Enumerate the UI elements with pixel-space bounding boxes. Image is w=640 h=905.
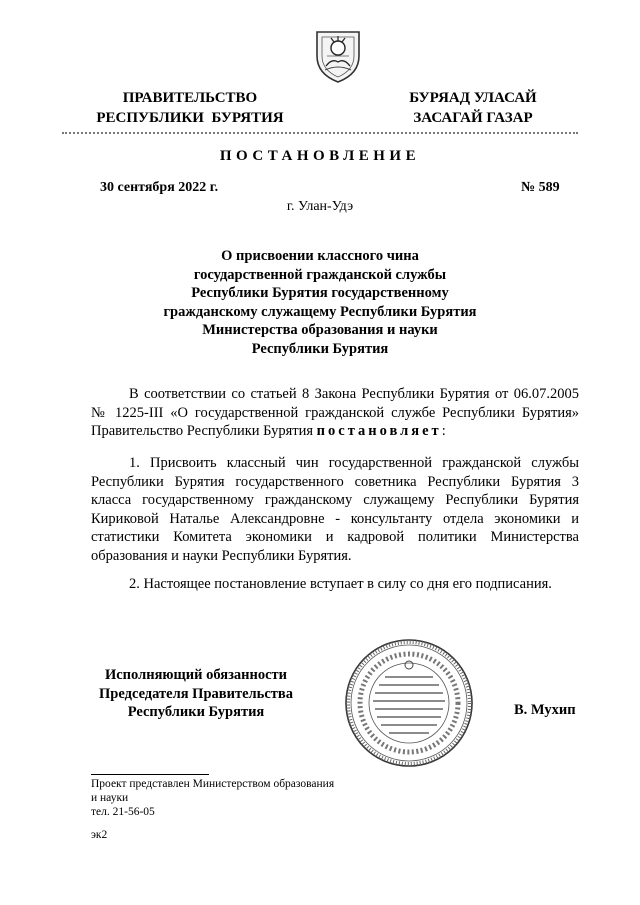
document-type: ПОСТАНОВЛЕНИЕ bbox=[219, 148, 421, 164]
clause-1 bbox=[91, 454, 579, 566]
signatory-name: В. Мухип bbox=[514, 702, 576, 718]
decree-word: постановляет bbox=[316, 423, 442, 440]
prepared-by-line1: Проект представлен Министерством образования bbox=[91, 778, 335, 790]
preamble-text: В соответствии со статьей 8 Закона Республики Бурятия от 06.07.2005 № 1225-III «О государственной гражданской службе Республики Бурятия» Правительство Республики Бурятия bbox=[91, 386, 579, 440]
title-line: Республики Бурятия bbox=[251, 340, 389, 357]
title-line: Министерства образования и науки bbox=[202, 322, 438, 339]
clause-1-text: 1. Присвоить классный чин государственной гражданской службы Республики Бурятия государственного советника Республики Бурятия 3 класса государственному гражданскому служащему Республики Бурятия Кириковой Наталье Александровне - консультанту отдела экономики и статистики Комитета экономики и кадровой политики Министерства образования и науки Республики Бурятия. bbox=[91, 455, 579, 564]
government-name-russian bbox=[90, 88, 290, 128]
official-seal-stamp bbox=[343, 637, 475, 769]
government-name-buryat bbox=[388, 88, 558, 128]
title-line: государственной гражданской службы bbox=[193, 266, 447, 283]
document-date: 30 сентября 2022 г. bbox=[100, 180, 219, 195]
signatory-line1: Исполняющий обязанности bbox=[104, 667, 288, 683]
title-line: гражданскому служащему Республики Бурятия bbox=[163, 303, 477, 320]
signatory-position bbox=[90, 666, 302, 722]
header-left-line2: РЕСПУБЛИКИ БУРЯТИЯ bbox=[96, 110, 284, 126]
clause-2-text: 2. Настоящее постановление вступает в силу со дня его подписания. bbox=[129, 576, 552, 592]
preamble-end: : bbox=[441, 423, 446, 440]
footer-divider bbox=[91, 774, 209, 775]
document-number: № 589 bbox=[521, 180, 560, 195]
preamble-paragraph bbox=[91, 385, 579, 441]
document-code: эк2 bbox=[91, 829, 108, 841]
contact-phone: тел. 21-56-05 bbox=[91, 806, 155, 818]
prepared-by-line2: и науки bbox=[91, 792, 129, 804]
document-city: г. Улан-Удэ bbox=[286, 199, 354, 214]
header-divider bbox=[62, 132, 578, 134]
title-line: О присвоении классного чина bbox=[221, 248, 419, 264]
coat-of-arms-icon bbox=[313, 26, 363, 84]
header-right-line2: ЗАСАГАЙ ГАЗАР bbox=[413, 110, 533, 126]
signatory-line2: Председателя Правительства bbox=[99, 685, 293, 702]
document-title bbox=[120, 247, 520, 359]
footer-note bbox=[91, 777, 391, 819]
title-line: Республики Бурятия государственному bbox=[191, 285, 449, 302]
header-left-line1: ПРАВИТЕЛЬСТВО bbox=[122, 90, 258, 106]
signatory-line3: Республики Бурятия bbox=[127, 704, 265, 721]
header-right-line1: БУРЯАД УЛАСАЙ bbox=[409, 90, 537, 106]
clause-2 bbox=[91, 575, 579, 594]
